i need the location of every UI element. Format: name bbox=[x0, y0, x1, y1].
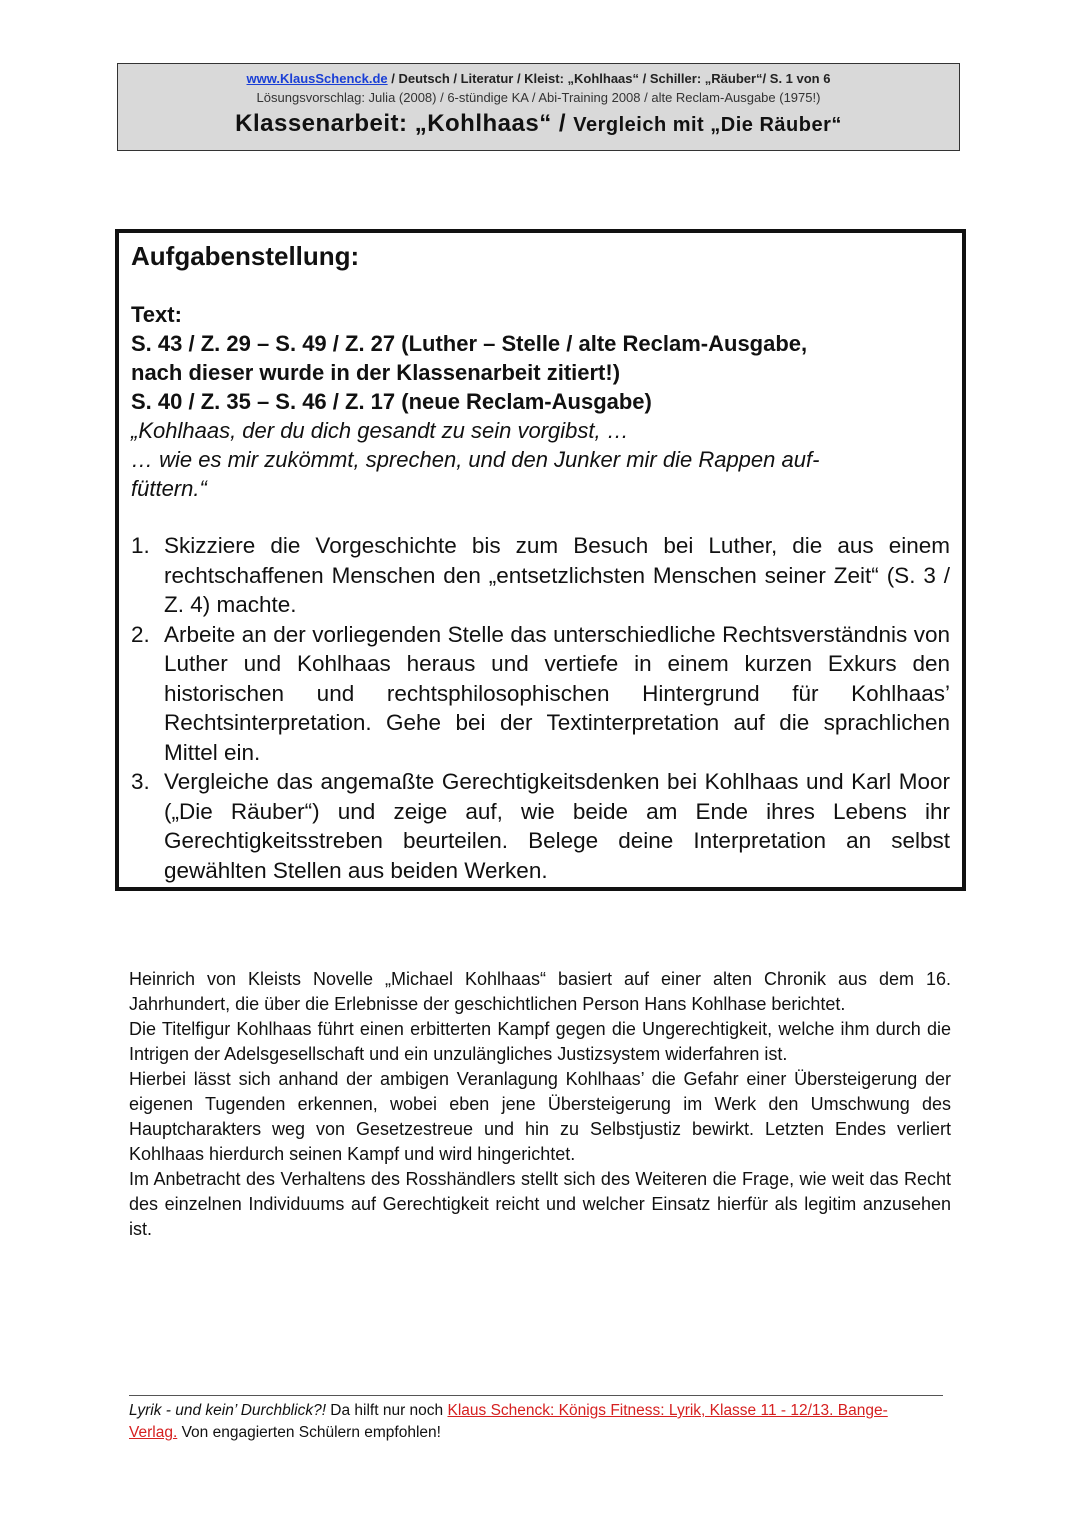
breadcrumb-text: / Deutsch / Literatur / Kleist: „Kohlhaas“ / Schiller: „Räuber“/ S. 1 von 6 bbox=[387, 71, 831, 86]
task-text: Skizziere die Vorgeschichte bis zum Besuch bei Luther, die aus einem rechtschaffenen Menschen den „entsetzlichsten Menschen seiner Zeit“ (S. 3 / Z. 4) machte. bbox=[164, 533, 950, 617]
text-ref-old-line1: S. 43 / Z. 29 – S. 49 / Z. 27 (Luther – Stelle / alte Reclam-Ausgabe, bbox=[131, 331, 808, 356]
quote-line-2: … wie es mir zukömmt, sprechen, und den Junker mir die Rappen auf- bbox=[131, 447, 820, 472]
body-text bbox=[129, 967, 951, 1242]
title-sub: Vergleich mit „Die Räuber“ bbox=[573, 114, 842, 136]
body-paragraph: Heinrich von Kleists Novelle „Michael Kohlhaas“ basiert auf einer alten Chronik aus dem 16. Jahrhundert, die über die Erlebnisse der geschichtlichen Person Hans Kohlhase berichtet. bbox=[129, 969, 951, 1014]
page-header bbox=[117, 63, 960, 151]
quote-line-1: „Kohlhaas, der du dich gesandt zu sein vorgibst, … bbox=[131, 418, 629, 443]
page-title bbox=[118, 110, 959, 138]
task-number: 3. bbox=[131, 769, 150, 794]
footer-italic: Lyrik - und kein’ Durchblick?! bbox=[129, 1402, 326, 1419]
task-number: 1. bbox=[131, 533, 150, 558]
body-paragraph: Die Titelfigur Kohlhaas führt einen erbitterten Kampf gegen die Ungerechtigkeit, welche ihm durch die Intrigen der Adelsgesellschaft und ein unzulängliches Justizsystem widerfahren ist. bbox=[129, 1019, 951, 1064]
header-breadcrumb-line bbox=[118, 71, 959, 86]
header-subtitle: Lösungsvorschlag: Julia (2008) / 6-stündige KA / Abi-Training 2008 / alte Reclam-Ausgabe (1975!) bbox=[256, 90, 821, 105]
text-label: Text: bbox=[131, 302, 182, 327]
task-text: Arbeite an der vorliegenden Stelle das unterschiedliche Rechtsverständnis von Luther und Kohlhaas heraus und vertiefe in einem kurzen Exkurs den historischen und rechtsphilosophischen Hintergrund für Kohlhaas’ Rechtsinterpretation. Gehe bei der Textinterpretation auf die sprachlichen Mittel ein. bbox=[164, 621, 950, 765]
task-item bbox=[131, 531, 950, 620]
footer-divider bbox=[129, 1395, 943, 1396]
text-ref-new: S. 40 / Z. 35 – S. 46 / Z. 17 (neue Reclam-Ausgabe) bbox=[131, 389, 652, 414]
task-title: Aufgabenstellung: bbox=[131, 241, 360, 271]
quote-line-3: füttern.“ bbox=[131, 476, 207, 501]
body-paragraph: Hierbei lässt sich anhand der ambigen Veranlagung Kohlhaas’ die Gefahr einer Übersteigerung der eigenen Tugenden erkennen, wobei eben jene Übersteigerung im Werk den Umschwung des Hauptcharakters weg von Gesetzestreue und hin zu Selbstjustiz bewirkt. Letzten Endes verliert Kohlhaas hierdurch seinen Kampf und wird hingerichtet. bbox=[129, 1069, 951, 1164]
site-link[interactable]: www.KlausSchenck.de bbox=[246, 71, 388, 86]
body-paragraph: Im Anbetracht des Verhaltens des Rosshändlers stellt sich des Weiteren die Frage, wie weit das Recht des einzelnen Individuums auf Gerechtigkeit reicht und welcher Einsatz hierfür als legitim anzusehen ist. bbox=[129, 1169, 951, 1239]
task-item bbox=[131, 767, 950, 885]
footer-book-link[interactable]: Klaus Schenck: Königs Fitness: Lyrik, Klasse 11 - 12/13. Bange-Verlag. bbox=[129, 1402, 888, 1441]
page-footer bbox=[129, 1400, 919, 1444]
title-main: Klassenarbeit: „Kohlhaas“ / bbox=[235, 110, 574, 137]
footer-text: Da hilft nur noch bbox=[326, 1402, 448, 1419]
footer-text-end: Von engagierten Schülern empfohlen! bbox=[177, 1424, 441, 1441]
task-box bbox=[115, 229, 966, 891]
task-item bbox=[131, 620, 950, 768]
task-list bbox=[131, 531, 950, 885]
task-number: 2. bbox=[131, 621, 150, 647]
task-text: Vergleiche das angemaßte Gerechtigkeitsdenken bei Kohlhaas und Karl Moor („Die Räuber“) und zeige auf, wie beide am Ende ihres Lebens ihr Gerechtigkeitsstreben beurteilen. Belege deine Interpretation an selbst gewählten Stellen aus beiden Werken. bbox=[164, 769, 950, 883]
text-ref-old-line2: nach dieser wurde in der Klassenarbeit zitiert!) bbox=[131, 360, 621, 385]
